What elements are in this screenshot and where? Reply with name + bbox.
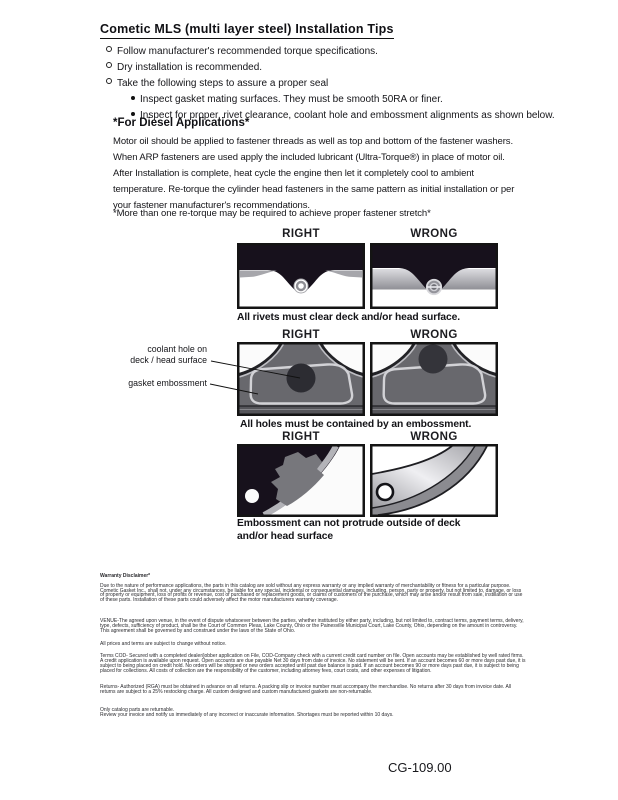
row1-caption: All rivets must clear deck and/or head surface. <box>237 312 461 323</box>
diesel-heading: *For Diesel Applications* <box>113 117 250 129</box>
bolt-hole-icon <box>377 484 393 500</box>
tip-text: Dry installation is recommended. <box>117 62 263 73</box>
diesel-paragraph-2: After Installation is complete, heat cycle the engine then let it completely cool to ambient temperature. Re-torque the cylinder head fasteners in the same pattern as initial installation or per your fastener manufacturer's recommendations. <box>113 168 515 211</box>
row3-wrong-label: WRONG <box>410 431 458 443</box>
circle-bullet-icon <box>106 46 112 52</box>
list-item <box>106 44 555 60</box>
circle-bullet-icon <box>106 62 112 68</box>
coolant-hole <box>419 345 448 374</box>
list-item <box>106 76 555 92</box>
row2-wrong-label: WRONG <box>410 329 458 341</box>
page-code: CG-109.00 <box>388 760 452 775</box>
diesel-paragraph-1: Motor oil should be applied to fastener threads as well as top and bottom of the fastener washers. When ARP fasteners are used apply the included lubricant (Ultra-Torque®) in place of motor oil. <box>113 136 513 163</box>
legal-terms-paragraph: Terms COD- Secured with a completed dealer/jobber application on File, COD-Company check with a current credit card number on file. Open accounts may be established by well rated firms. A credit application is available upon request. Open accounts are due payable Net 30 days from date of invoice. No statement will be sent. If an account becomes 60 or more days past due, it is subject to being placed on credit hold. No orders will be shipped or new orders accepted until past due balance is paid. If an account becomes 90 or more days past due, it is subject to being placed for collections. All costs of collection are the responsibility of the customer, including attorney fees, court costs, and other expenses of litigation. <box>100 653 526 674</box>
tip-text: Inspect for proper, rivet clearance, coolant hole and embossment alignments as shown below. <box>140 110 555 121</box>
diagram-rivet-right <box>237 243 365 309</box>
gasket-embossment-callout: gasket embossment <box>128 378 207 388</box>
diagram-coolant-wrong <box>370 342 498 416</box>
diagram-rivet-wrong <box>370 243 498 309</box>
tip-text: Take the following steps to assure a proper seal <box>117 78 329 89</box>
row3-caption-line2: and/or head surface <box>237 531 333 542</box>
row2-caption: All holes must be contained by an embossment. <box>240 419 472 430</box>
legal-warranty-paragraph: Due to the nature of performance applications, the parts in this catalog are sold without any express warranty or any implied warranty of merchantability or fitness for a particular purpose. Cometic Gasket Inc., shall not, under any circumstances, be liable for any special, incidental or consequential damages, including, person, party or property, but not limited to, damage, or loss of property or equipment, loss of profits or revenue, cost of purchased or replacement goods, or claims of customers of the purchase, which may arise and/or result from sale, instillation or use of these parts. Installation of these parts could adversely affect the motor manufacturers warranty coverage. <box>100 582 523 604</box>
row1-right-label: RIGHT <box>282 228 320 240</box>
bolt-hole-icon <box>245 489 259 503</box>
diagram-coolant-right <box>237 342 365 416</box>
dot-bullet-icon <box>131 96 135 100</box>
list-item <box>106 60 555 76</box>
row1-wrong-label: WRONG <box>410 228 458 240</box>
circle-bullet-icon <box>106 78 112 84</box>
row2-right-label: RIGHT <box>282 329 320 341</box>
row3-caption-line1: Embossment can not protrude outside of deck <box>237 518 461 529</box>
legal-catalog-paragraph: Only catalog parts are returnable. <box>100 706 175 713</box>
warranty-disclaimer-block <box>100 574 526 718</box>
legal-venue-paragraph: VENUE-The agreed upon venue, in the event of dispute whatsoever between the parties, whether instituted by either party, including, but not limited to, contract terms, payment terms, delivery, type, defects, sufficiency of product, shall be the Court of Common Pleas, Lake County, Ohio or the Painesville Municipal Court, Lake County, Ohio, depending on the amount in controversy. <box>100 617 524 629</box>
row3-right-label: RIGHT <box>282 431 320 443</box>
legal-venue-paragraph-2: This agreement shall be governed by and construed under the laws of the State of Ohio. <box>100 627 296 634</box>
coolant-hole <box>287 364 316 393</box>
coolant-hole-callout: coolant hole on deck / head surface <box>130 344 207 365</box>
tip-text: Inspect gasket mating surfaces. They must be smooth 50RA or finer. <box>140 94 443 105</box>
legal-heading: Warranty Disclaimer* <box>100 573 151 579</box>
installation-tips-list <box>106 44 555 124</box>
legal-review-paragraph: Review your invoice and notify us immediately of any incorrect or inaccurate information. Shortages must be reported within 10 days. <box>100 711 394 718</box>
tip-text: Follow manufacturer's recommended torque specifications. <box>117 46 378 57</box>
dot-bullet-icon <box>131 112 135 116</box>
diagram-protrude-right <box>237 444 365 517</box>
diagram-protrude-wrong <box>370 444 498 517</box>
legal-prices-paragraph: All prices and terms are subject to change without notice. <box>100 641 227 648</box>
retorque-note: *More than one re-torque may be required to achieve proper fastener stretch* <box>113 208 431 219</box>
page-title: Cometic MLS (multi layer steel) Installation Tips <box>100 22 394 39</box>
legal-returns-paragraph: Returns- Authorized (RGA) must be obtained in advance on all returns. A packing slip or invoice number must accompany the merchandise. No returns after 30 days from invoice date. All returns are subject to a 25% restocking charge. All custom designed and custom manufactured gaskets are non-returnable. <box>100 684 512 696</box>
list-item <box>131 92 555 108</box>
